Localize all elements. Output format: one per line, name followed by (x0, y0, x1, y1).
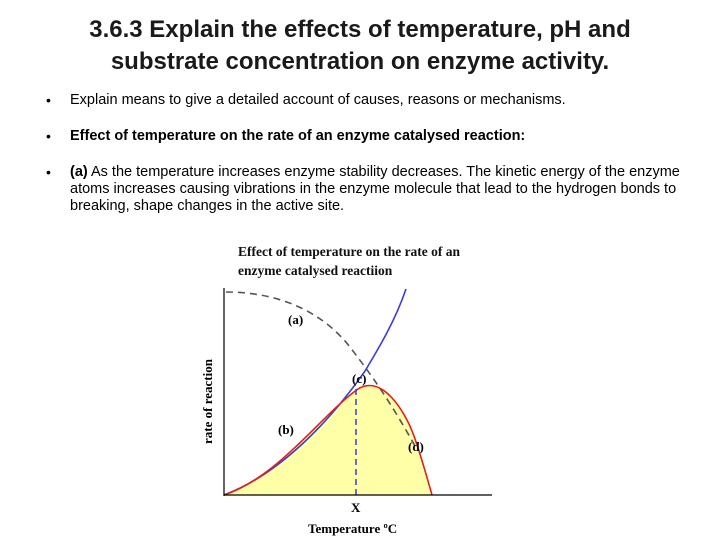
y-axis-label: rate of reaction (200, 359, 215, 444)
diagram-svg (190, 236, 510, 540)
bullet-text: As the temperature increases enzyme stability decreases. The kinetic energy of the enzyme atoms increases causing vibrations in the enzyme molecule that lead to the hydrogen bonds to breaking, shape changes in the active site. (70, 164, 680, 214)
diagram-title-line-2: enzyme catalysed reactiion (238, 263, 393, 278)
x-marker-label: X (351, 500, 361, 515)
bullet-text: Effect of temperature on the rate of an enzyme catalysed reaction: (70, 128, 526, 144)
x-axis-label: Temperature ºC (308, 521, 398, 536)
label-d: (d) (408, 439, 424, 454)
label-a: (a) (288, 312, 304, 327)
bullet-dot-icon: • (46, 128, 51, 144)
bullet-list (44, 92, 694, 234)
bullet-item-temperature-heading (44, 128, 694, 145)
bullet-dot-icon: • (46, 164, 51, 180)
slide-title-line-1: 3.6.3 Explain the effects of temperature, pH and (89, 16, 631, 43)
bullet-prefix: (a) (70, 164, 88, 180)
bullet-dot-icon: • (46, 92, 51, 108)
slide-title (40, 14, 680, 78)
bullet-item-explain (44, 92, 694, 109)
rate-area-fill (224, 386, 432, 495)
bullet-text: Explain means to give a detailed account of causes, reasons or mechanisms. (70, 92, 566, 108)
bullet-item-point-a (44, 164, 694, 215)
label-b: (b) (278, 422, 294, 437)
slide-title-line-2: substrate concentration on enzyme activity. (110, 48, 610, 75)
diagram-title-line-1: Effect of temperature on the rate of an (238, 244, 461, 259)
temperature-rate-diagram (190, 236, 510, 540)
label-c: (c) (352, 371, 367, 386)
